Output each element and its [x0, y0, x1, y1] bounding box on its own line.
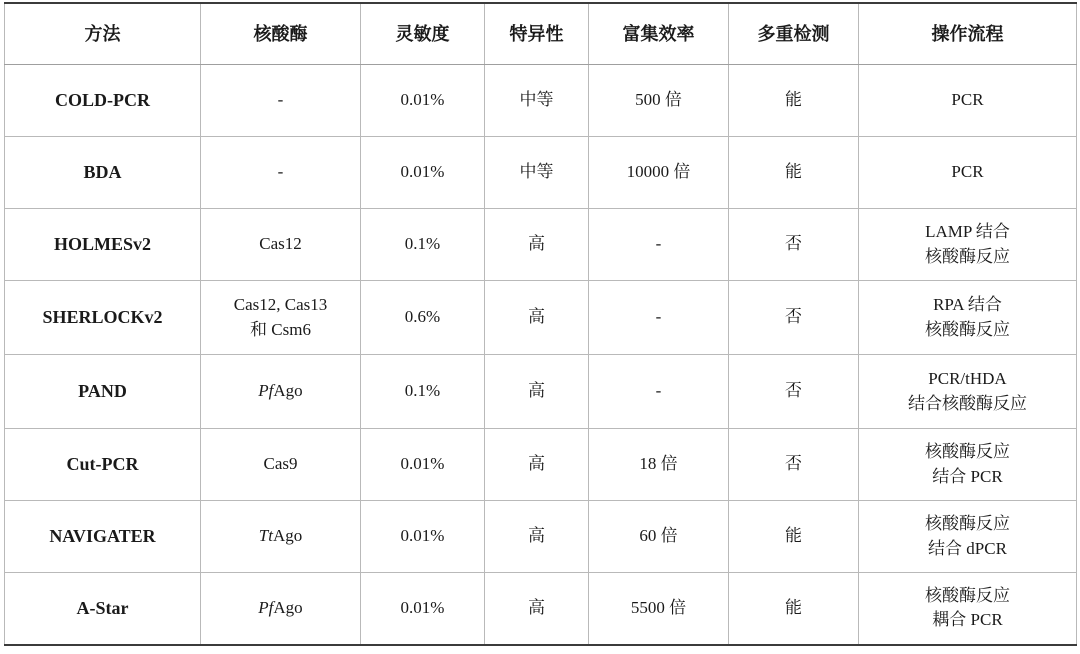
cell-workflow	[859, 501, 1077, 573]
nuclease-suffix: Ago	[273, 597, 303, 617]
cell-sensitivity: 0.01%	[361, 137, 485, 209]
workflow-line-1: LAMP 结合	[925, 221, 1010, 241]
cell-enrichment: -	[589, 209, 729, 281]
workflow-line-2: 耦合 PCR	[932, 610, 1003, 630]
workflow-line-1: PCR	[951, 162, 984, 182]
cell-multiplex: 否	[729, 355, 859, 429]
cell-method: NAVIGATER	[5, 501, 201, 573]
header-workflow: 操作流程	[859, 3, 1077, 65]
cell-specificity: 高	[485, 429, 589, 501]
table-row	[5, 355, 1077, 429]
cell-workflow	[859, 137, 1077, 209]
workflow-line-1: 核酸酶反应	[925, 585, 1010, 605]
cell-specificity: 高	[485, 501, 589, 573]
cell-method: Cut-PCR	[5, 429, 201, 501]
cell-multiplex: 否	[729, 429, 859, 501]
header-specificity: 特异性	[485, 3, 589, 65]
cell-method: A-Star	[5, 573, 201, 645]
cell-workflow	[859, 281, 1077, 355]
cell-sensitivity: 0.1%	[361, 209, 485, 281]
cell-workflow	[859, 355, 1077, 429]
cell-enrichment: -	[589, 355, 729, 429]
cell-method: PAND	[5, 355, 201, 429]
nuclease-suffix: Ago	[272, 526, 303, 546]
workflow-line-2: 结合核酸酶反应	[908, 393, 1027, 413]
workflow-line-2: 核酸酶反应	[925, 319, 1010, 339]
workflow-line-1: PCR	[951, 90, 984, 110]
cell-enrichment: 60 倍	[589, 501, 729, 573]
cell-workflow	[859, 573, 1077, 645]
cell-nuclease	[201, 355, 361, 429]
cell-specificity: 中等	[485, 137, 589, 209]
table-row	[5, 209, 1077, 281]
cell-specificity: 高	[485, 281, 589, 355]
nuclease-suffix: Ago	[273, 381, 303, 401]
cell-nuclease: Cas12	[201, 209, 361, 281]
cell-workflow	[859, 429, 1077, 501]
cell-sensitivity: 0.1%	[361, 355, 485, 429]
cell-sensitivity: 0.01%	[361, 573, 485, 645]
header-row	[5, 3, 1077, 65]
workflow-line-2: 结合 dPCR	[928, 538, 1007, 558]
cell-nuclease	[201, 573, 361, 645]
header-multiplex: 多重检测	[729, 3, 859, 65]
cell-enrichment: 18 倍	[589, 429, 729, 501]
cell-nuclease: -	[201, 137, 361, 209]
table-row	[5, 281, 1077, 355]
cell-sensitivity: 0.01%	[361, 501, 485, 573]
cell-enrichment: 10000 倍	[589, 137, 729, 209]
cell-method: COLD-PCR	[5, 65, 201, 137]
cell-specificity: 中等	[485, 65, 589, 137]
workflow-line-1: PCR/tHDA	[928, 368, 1007, 388]
table-row	[5, 137, 1077, 209]
cell-multiplex: 否	[729, 281, 859, 355]
cell-multiplex: 能	[729, 65, 859, 137]
methods-comparison-table	[4, 2, 1077, 646]
nuclease-prefix: Pf	[258, 597, 274, 617]
table-header	[5, 3, 1077, 65]
cell-nuclease	[201, 281, 361, 355]
nuclease-line-2: 和 Csm6	[250, 319, 311, 339]
cell-nuclease	[201, 501, 361, 573]
cell-method: SHERLOCKv2	[5, 281, 201, 355]
workflow-line-1: 核酸酶反应	[925, 513, 1010, 533]
cell-specificity: 高	[485, 355, 589, 429]
cell-nuclease: -	[201, 65, 361, 137]
table-row	[5, 573, 1077, 645]
cell-multiplex: 能	[729, 501, 859, 573]
workflow-line-2: 核酸酶反应	[925, 246, 1010, 266]
cell-sensitivity: 0.6%	[361, 281, 485, 355]
cell-multiplex: 能	[729, 573, 859, 645]
cell-enrichment: 5500 倍	[589, 573, 729, 645]
cell-workflow	[859, 209, 1077, 281]
cell-multiplex: 能	[729, 137, 859, 209]
header-method: 方法	[5, 3, 201, 65]
header-nuclease: 核酸酶	[201, 3, 361, 65]
nuclease-prefix: Pf	[258, 381, 274, 401]
cell-sensitivity: 0.01%	[361, 65, 485, 137]
cell-method: HOLMESv2	[5, 209, 201, 281]
table-row	[5, 429, 1077, 501]
header-enrichment: 富集效率	[589, 3, 729, 65]
cell-method: BDA	[5, 137, 201, 209]
cell-sensitivity: 0.01%	[361, 429, 485, 501]
nuclease-prefix: Tt	[258, 526, 273, 546]
cell-multiplex: 否	[729, 209, 859, 281]
workflow-line-1: 核酸酶反应	[925, 441, 1010, 461]
cell-nuclease: Cas9	[201, 429, 361, 501]
header-sensitivity: 灵敏度	[361, 3, 485, 65]
cell-enrichment: 500 倍	[589, 65, 729, 137]
cell-specificity: 高	[485, 573, 589, 645]
nuclease-line-1: Cas12, Cas13	[233, 294, 328, 314]
cell-specificity: 高	[485, 209, 589, 281]
table-row	[5, 501, 1077, 573]
table-row	[5, 65, 1077, 137]
table-body	[5, 65, 1077, 645]
workflow-line-1: RPA 结合	[933, 294, 1002, 314]
cell-workflow	[859, 65, 1077, 137]
workflow-line-2: 结合 PCR	[932, 466, 1003, 486]
cell-enrichment: -	[589, 281, 729, 355]
